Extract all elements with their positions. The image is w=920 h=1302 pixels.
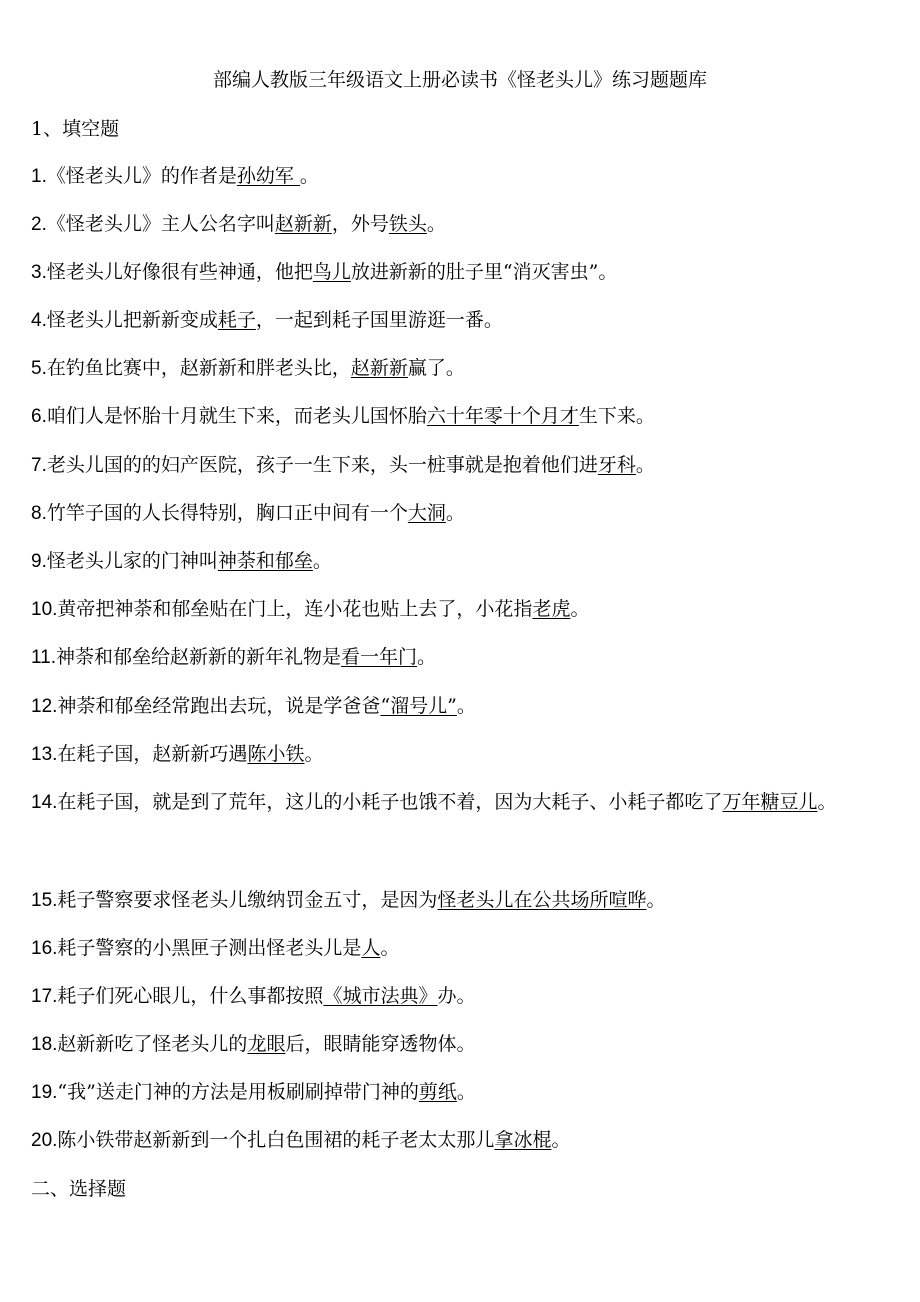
- answer-blank: 牙科: [597, 454, 636, 476]
- question-text: 怪老头儿把新新变成: [46, 309, 218, 331]
- question-text: 放进新新的肚子里“消灭害虫”。: [350, 261, 618, 283]
- question-number: 15.: [31, 890, 58, 911]
- question-text: 在耗子国，赵新新巧遇: [57, 743, 248, 765]
- answer-blank: 剪纸: [418, 1081, 457, 1103]
- question-number: 9.: [31, 551, 47, 572]
- question-text: 。: [380, 937, 400, 959]
- question-text: 。: [426, 213, 446, 235]
- question-number: 2.: [31, 214, 47, 235]
- question-4: [31, 304, 891, 337]
- question-12: [31, 690, 891, 723]
- question-text: 老头儿国的的妇产医院，孩子一生下来，头一桩事就是抱着他们进: [46, 454, 598, 476]
- question-number: 1.: [31, 166, 47, 187]
- question-text: 。: [299, 165, 319, 187]
- question-number: 8.: [31, 503, 47, 524]
- question-text: 赢了。: [407, 357, 465, 379]
- question-text: 赵新新吃了怪老头儿的: [57, 1033, 248, 1055]
- answer-blank: 龙眼: [247, 1033, 286, 1055]
- question-text: 耗子们死心眼儿，什么事都按照: [57, 985, 324, 1007]
- answer-blank: 大洞: [407, 502, 446, 524]
- question-19: [31, 1076, 891, 1109]
- question-number: 20.: [31, 1130, 58, 1151]
- question-text: 。: [417, 646, 437, 668]
- question-text: 耗子警察的小黑匣子测出怪老头儿是: [57, 937, 362, 959]
- question-number: 19.: [31, 1082, 58, 1103]
- question-number: 4.: [31, 310, 47, 331]
- question-17: [31, 980, 891, 1013]
- section-heading-fill-blank: 1、填空题: [31, 118, 120, 140]
- question-number: 10.: [31, 599, 58, 620]
- question-text: 《怪老头儿》的作者是: [46, 165, 237, 187]
- question-3: [31, 256, 891, 289]
- question-text: ，外号: [331, 213, 389, 235]
- question-20: [31, 1124, 891, 1157]
- question-18: [31, 1028, 891, 1061]
- question-text: 办。: [437, 985, 476, 1007]
- question-9: [31, 545, 891, 578]
- section-heading-choice: 二、选择题: [31, 1178, 127, 1200]
- question-text: 。: [445, 502, 465, 524]
- question-text: 黄帝把神荼和郁垒贴在门上，连小花也贴上去了，小花指: [57, 598, 533, 620]
- question-text: 在钓鱼比赛中，赵新新和胖老头比，: [46, 357, 351, 379]
- answer-blank: “溜号儿”: [380, 695, 457, 717]
- question-number: 14.: [31, 792, 58, 813]
- question-text: 竹竿子国的人长得特别，胸口正中间有一个: [46, 502, 408, 524]
- question-8: [31, 497, 891, 530]
- question-text: 在耗子国，就是到了荒年，这儿的小耗子也饿不着，因为大耗子、小耗子都吃了: [57, 791, 723, 813]
- question-text: 神荼和郁垒给赵新新的新年礼物是: [56, 646, 342, 668]
- question-text: ，一起到耗子国里游逛一番。: [255, 309, 503, 331]
- question-text: 陈小铁带赵新新到一个扎白色围裙的耗子老太太那儿: [57, 1129, 495, 1151]
- question-text: 耗子警察要求怪老头儿缴纳罚金五寸，是因为: [57, 889, 438, 911]
- question-number: 7.: [31, 455, 47, 476]
- answer-blank: 孙幼军: [236, 165, 300, 187]
- answer-blank: 铁头: [388, 213, 427, 235]
- question-text: 。: [570, 598, 590, 620]
- answer-blank: 陈小铁: [247, 743, 305, 765]
- question-6: [31, 400, 891, 433]
- answer-blank: 六十年零十个月才: [426, 405, 579, 427]
- answer-blank: 人: [361, 937, 381, 959]
- question-number: 12.: [31, 696, 58, 717]
- question-16: [31, 932, 891, 965]
- question-text: 后，眼睛能穿透物体。: [285, 1033, 476, 1055]
- question-text: 。: [304, 743, 324, 765]
- question-text: 。: [551, 1129, 571, 1151]
- question-text: 。: [456, 1081, 476, 1103]
- page-title: 部编人教版三年级语文上册必读书《怪老头儿》练习题题库: [212, 69, 707, 91]
- question-11: [31, 641, 891, 674]
- answer-blank: 鸟儿: [312, 261, 351, 283]
- question-text: 。: [456, 695, 476, 717]
- answer-blank: 看一年门: [341, 646, 418, 668]
- question-text: 怪老头儿家的门神叫: [46, 550, 218, 572]
- question-text: 。: [817, 791, 837, 813]
- question-7: [31, 449, 891, 482]
- answer-blank: 赵新新: [350, 357, 408, 379]
- question-text: 咱们人是怀胎十月就生下来，而老头儿国怀胎: [46, 405, 427, 427]
- question-10: [31, 593, 891, 626]
- answer-blank: 万年糖豆儿: [722, 791, 818, 813]
- question-text: 生下来。: [578, 405, 655, 427]
- question-text: “我”送走门神的方法是用板刷刷掉带门神的: [57, 1081, 419, 1103]
- question-number: 11.: [31, 647, 57, 668]
- question-text: 。: [646, 889, 666, 911]
- answer-blank: 《城市法典》: [323, 985, 438, 1007]
- answer-blank: 神荼和郁垒: [217, 550, 313, 572]
- question-number: 17.: [31, 986, 58, 1007]
- answer-blank: 赵新新: [274, 213, 332, 235]
- question-text: 《怪老头儿》主人公名字叫: [46, 213, 275, 235]
- question-text: 怪老头儿好像很有些神通，他把: [46, 261, 313, 283]
- answer-blank: 怪老头儿在公共场所喧哗: [437, 889, 647, 911]
- question-number: 16.: [31, 938, 58, 959]
- question-text: 神荼和郁垒经常跑出去玩，说是学爸爸: [57, 695, 381, 717]
- answer-blank: 耗子: [217, 309, 256, 331]
- question-1: [31, 160, 891, 193]
- question-text: 。: [635, 454, 655, 476]
- question-number: 6.: [31, 406, 47, 427]
- question-14: [31, 778, 891, 827]
- question-number: 13.: [31, 744, 58, 765]
- answer-blank: 拿冰棍: [494, 1129, 552, 1151]
- question-2: [31, 208, 891, 241]
- question-text: 。: [312, 550, 332, 572]
- answer-blank: 老虎: [532, 598, 571, 620]
- question-15: [31, 884, 891, 917]
- question-number: 3.: [31, 262, 47, 283]
- question-5: [31, 352, 891, 385]
- question-13: [31, 738, 891, 771]
- question-number: 5.: [31, 358, 47, 379]
- question-number: 18.: [31, 1034, 58, 1055]
